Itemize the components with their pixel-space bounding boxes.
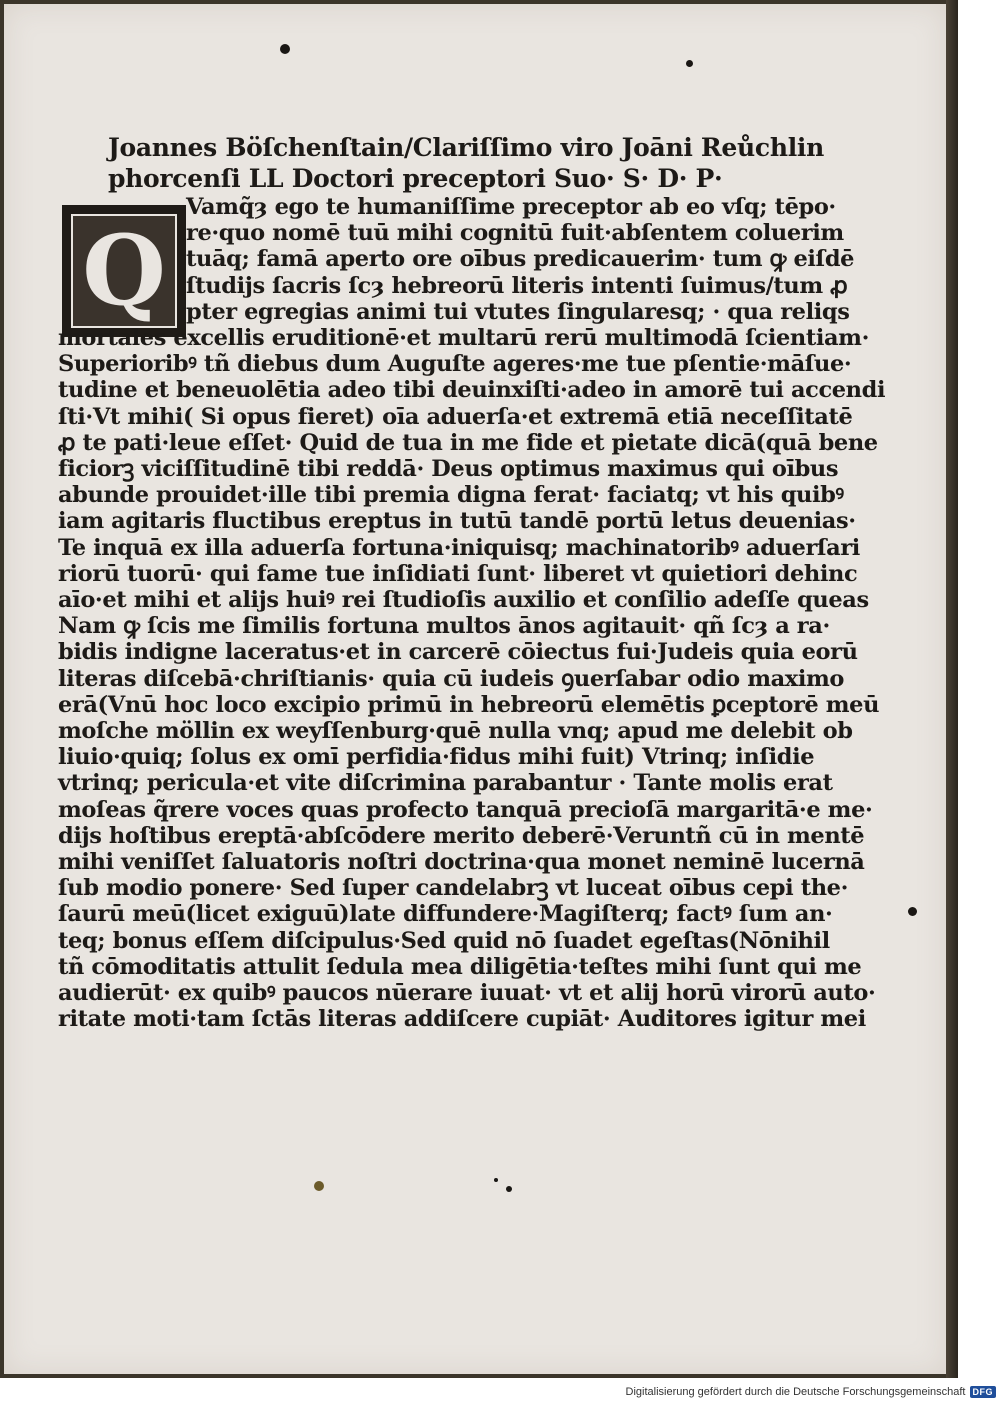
ink-spot	[280, 44, 290, 54]
body-line: ſti·Vt mihi( Si opus fieret) oīa aduerſa·et extremā etiā neceſſitatē	[58, 403, 853, 430]
ink-spot	[506, 1186, 512, 1192]
initial-letter: Q	[82, 214, 166, 327]
body-line: bidis indigne laceratus·et in carcerē cōiectus fui·Judeis quia eorū	[58, 639, 858, 666]
body-line: riorū tuorū· qui fame tue inſidiati ſunt· liberet vt quietiori dehinc	[58, 560, 858, 587]
body-line: Superioribꝰ tñ diebus dum Auguſte ageres·me tue pſentie·māſue·	[58, 351, 852, 378]
body-line: ſaurū meū(licet exiguū)late diffundere·Magiſterq; factꝰ ſum an·	[58, 901, 833, 928]
body-line: moſeas q̃rere voces quas profecto tanquā precioſā margaritā·e me·	[58, 796, 873, 823]
letter-text	[58, 132, 886, 1033]
body-line: aīo·et mihi et alijs huiꝰ rei ſtudioſis auxilio et conſilio adeſſe queas	[58, 587, 869, 614]
body-line: audierūt· ex quibꝰ paucos nūerare iuuat· vt et alij horū virorū auto·	[58, 980, 876, 1007]
body-line: ſtudijs ſacris ſcȝ hebreorū literis intenti ſuimus/tum ꝓ	[186, 272, 848, 299]
credit-text: Digitalisierung gefördert durch die Deutsche Forschungsgemeinschaft	[625, 1386, 966, 1398]
page-edge	[946, 0, 958, 1378]
body-line: moſche möllin ex weyſſenburg·quē nulla vnq; apud me delebit ob	[58, 718, 853, 745]
body-line: mihi veniſſet ſaluatoris noſtri doctrina·qua monet neminē lucernā	[58, 849, 865, 876]
heading-line: phorcenſi LL Doctori preceptori Suo· S· D· P·	[108, 164, 723, 193]
body-line: vtrinq; pericula·et vite diſcrimina parabantur · Tante molis erat	[58, 770, 833, 797]
ink-spot	[314, 1181, 324, 1191]
body-line: tñ cōmoditatis attulit ſedula mea diligētia·teſtes mihi ſunt qui me	[58, 953, 862, 980]
body-line: ſub modio ponere· Sed ſuper candelabrꝫ vt luceat oībus cepi the·	[58, 875, 849, 902]
digitization-credit	[600, 1386, 996, 1398]
heading-line: Joannes Böſchenſtain/Clariſſimo viro Joāni Reůchlin	[108, 133, 824, 162]
body-line: liuio·quiq; ſolus ex omī perfidia·fidus mihi fuit) Vtrinq; inſidie	[58, 744, 815, 771]
ink-spot	[686, 60, 693, 67]
body-line: ꝓ te pati·leue eſſet· Quid de tua in me fide et pietate dicā(quā bene	[58, 429, 878, 456]
ink-spot	[494, 1178, 498, 1182]
body-line: dijs hoſtibus ereptā·abſcōdere merito deberē·Veruntñ cū in mentē	[58, 822, 865, 849]
body-line: erā(Vnū hoc loco excipio primū in hebreorū elemētis ꝑceptorē meū	[58, 691, 880, 718]
body-line: Te inquā ex illa aduerſa fortuna·iniquisq; machinatoribꝰ aduerſari	[58, 534, 860, 561]
body-line: tuāq; famā aperto ore oībus predicauerim· tum ꝙ eiſdē	[186, 246, 855, 273]
ink-spot	[908, 907, 917, 916]
body-line: abunde prouidet·ille tibi premia digna ferat· faciatq; vt his quibꝰ	[58, 482, 844, 509]
body-line: Nam ꝙ ſcis me ſimilis fortuna multos ānos agitauit· qñ ſcȝ a ra·	[58, 613, 830, 640]
body-line: mortales excellis eruditionē·et multarū rerū multimodā ſcientiam·	[58, 325, 870, 352]
body-line: ritate moti·tam ſctās literas addiſcere cupiāt· Auditores igitur mei	[58, 1006, 866, 1033]
body-line: iam agitaris fluctibus ereptus in tutū tandē portū letus deuenias·	[58, 508, 856, 535]
body-line: tudine et beneuolētia adeo tibi deuinxiſti·adeo in amorē tui accendi	[58, 377, 886, 404]
body-line: literas diſcebā·chriſtianis· quia cū iudeis ꝯuerſabar odio maximo	[58, 665, 844, 692]
body-line: ficiorꝫ viciſſitudinē tibi reddā· Deus optimus maximus qui oībus	[58, 456, 839, 483]
body-line: Vamq̃ȝ ego te humaniſſime preceptor ab eo vſq; tēpo·	[186, 194, 836, 220]
body-line: pter egregias animi tui vtutes ſingularesq; · qua reliqs	[186, 298, 850, 325]
body-line: teq; bonus eſſem diſcipulus·Sed quid nō ſuadet egeſtas(Nōnihil	[58, 927, 830, 954]
body-line: re·quo nomē tuū mihi cognitū fuit·abſentem coluerim	[186, 220, 844, 247]
dfg-logo-icon: DFG	[970, 1386, 997, 1398]
